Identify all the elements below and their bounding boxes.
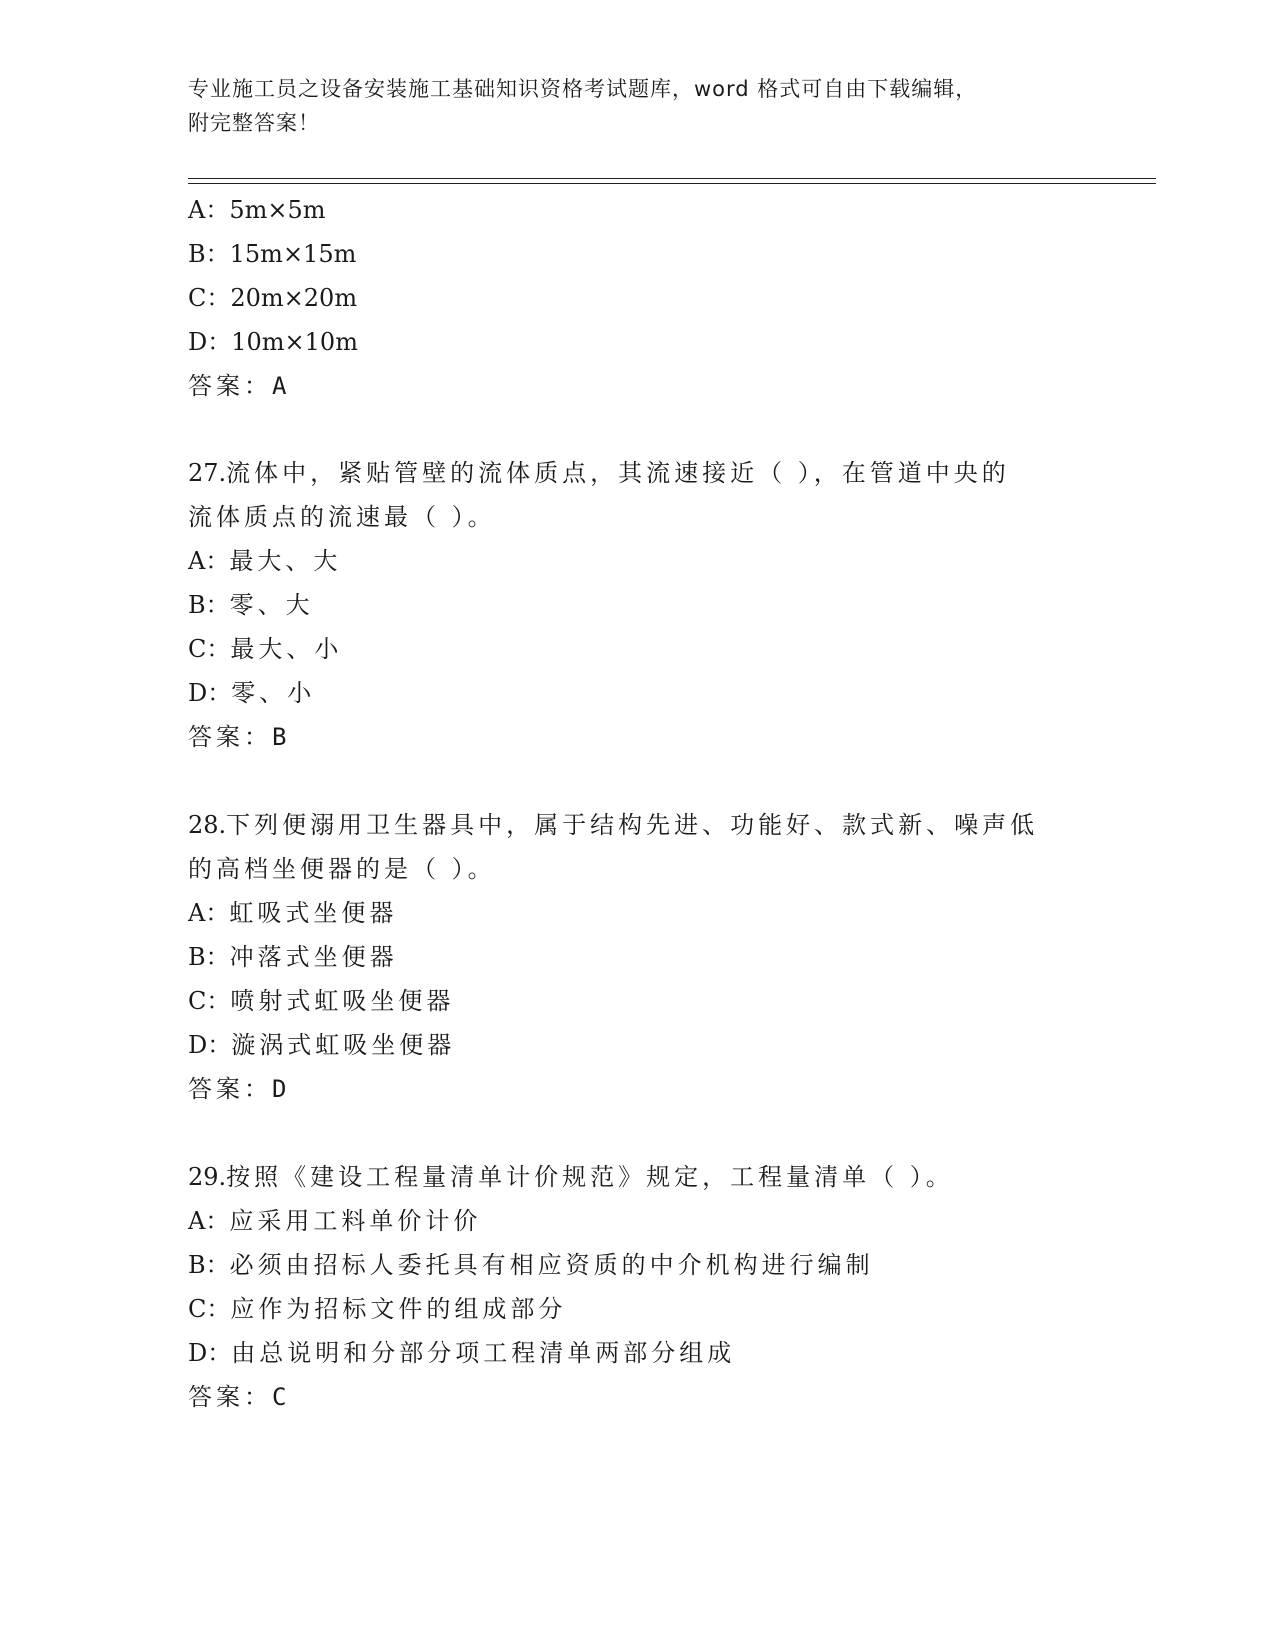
q28-stem-line-1: 28.下列便溺用卫生器具中，属于结构先进、功能好、款式新、噪声低 [188, 811, 1039, 839]
q28-option-c: C：喷射式虹吸坐便器 [188, 987, 455, 1015]
q27-option-b: B：零、大 [188, 591, 314, 619]
q26-option-a: A：5m×5m [188, 196, 326, 224]
q26-option-c: C：20m×20m [188, 284, 358, 312]
q26-option-d: D：10m×10m [188, 328, 358, 356]
q29-option-b: B：必须由招标人委托具有相应资质的中介机构进行编制 [188, 1251, 874, 1279]
q28-stem-line-2: 的高档坐便器的是（ ）。 [188, 855, 496, 883]
q27-option-c: C：最大、小 [188, 635, 343, 663]
q28-option-d: D：漩涡式虹吸坐便器 [188, 1031, 456, 1059]
q27-answer: 答案：B [188, 723, 287, 751]
q26-answer: 答案：A [188, 372, 287, 400]
q26-option-b: B：15m×15m [188, 240, 357, 268]
q29-option-a: A：应采用工料单价计价 [188, 1207, 482, 1235]
header-line-2: 附完整答案！ [188, 111, 320, 135]
q28-answer: 答案：D [188, 1075, 287, 1103]
q27-stem-line-2: 流体质点的流速最（ ）。 [188, 503, 496, 531]
q28-option-b: B：冲落式坐便器 [188, 943, 398, 971]
q28-option-a: A：虹吸式坐便器 [188, 899, 398, 927]
q29-stem-line-1: 29.按照《建设工程量清单计价规范》规定，工程量清单（ ）。 [188, 1163, 954, 1191]
header-double-rule [188, 178, 1156, 184]
q27-stem-line-1: 27.流体中，紧贴管壁的流体质点，其流速接近（ ），在管道中央的 [188, 459, 1010, 487]
q27-option-a: A：最大、大 [188, 547, 342, 575]
header-line-1: 专业施工员之设备安装施工基础知识资格考试题库，word 格式可自由下载编辑， [188, 77, 978, 101]
q29-option-c: C：应作为招标文件的组成部分 [188, 1295, 567, 1323]
q29-answer: 答案：C [188, 1383, 287, 1411]
q29-option-d: D：由总说明和分部分项工程清单两部分组成 [188, 1339, 736, 1367]
q27-option-d: D：零、小 [188, 679, 316, 707]
document-header [188, 72, 1088, 140]
